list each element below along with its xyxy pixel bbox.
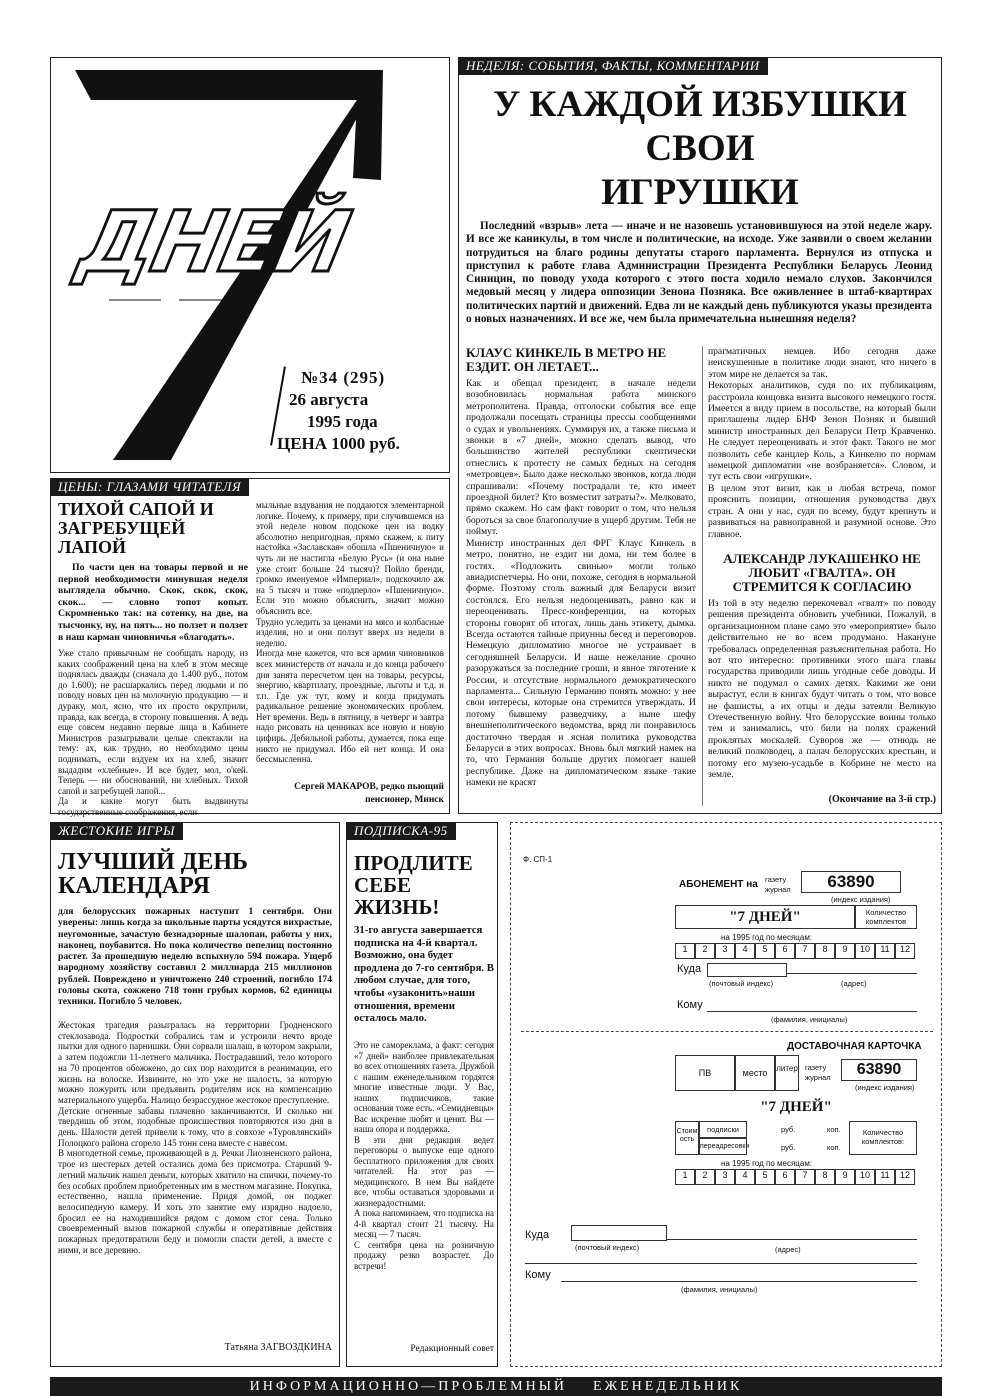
prices-intro-text: По части цен на товары первой и не первой необходимости минувшая неделя выглядела обычно. Скок, скок, скок, скок... — словно топот копыт. Скромненько так: на сотенку, на две, на тысчонку, ну, на пять... но ползет и ползет в наш карман чиновничья «благодать». <box>58 562 248 643</box>
lead-col-divider <box>702 346 703 806</box>
prices-signature-1: Сергей МАКАРОВ, редко пьющий <box>294 782 444 792</box>
month-5[interactable]: 5 <box>755 943 775 959</box>
delivery-months <box>675 1169 915 1185</box>
logo-word: ДНЕЙ <box>70 193 357 291</box>
delivery-index-box[interactable]: 63890 <box>841 1059 917 1081</box>
form-cut-line <box>521 1031 933 1032</box>
fire-intro <box>58 906 332 1018</box>
subscribe-rubric: ПОДПИСКА-95 <box>346 822 456 840</box>
month-5[interactable]: 5 <box>755 1169 775 1185</box>
delivery-index-label: (индекс издания) <box>855 1083 915 1092</box>
subscribe-intro <box>354 924 494 1038</box>
month-10[interactable]: 10 <box>855 943 875 959</box>
month-12[interactable]: 12 <box>895 1169 915 1185</box>
delivery-zhurnal: журнал <box>805 1073 831 1082</box>
delivery-rub-1[interactable]: руб. <box>781 1125 796 1134</box>
month-7[interactable]: 7 <box>795 943 815 959</box>
footer-strip-text: ИНФОРМАЦИОННО—ПРОБЛЕМНЫЙ ЕЖЕНЕДЕЛЬНИК <box>249 1379 743 1394</box>
delivery-kolvo[interactable]: Количество комплектов: <box>849 1121 917 1155</box>
abonement-qty-box[interactable]: Количество комплектов <box>855 905 917 929</box>
abonement-zhurnal: журнал <box>765 885 791 894</box>
abonement-kuda-index[interactable] <box>707 963 787 977</box>
month-8[interactable]: 8 <box>815 1169 835 1185</box>
subscribe-title: ПРОДЛИТЕ СЕБЕ ЖИЗНЬ! <box>354 851 473 919</box>
abonement-index-label: (индекс издания) <box>831 895 891 904</box>
delivery-liter: литер <box>775 1055 799 1091</box>
prices-col-1: Уже стало привычным не сообщать народу, из каких соображений цена на хлеб в этом месяце поднялась дважды (сначала до 1.400 руб., потом до 1.600); не расшаркались перед людьми и по поводу новых цен на молочную продукцию — и дураку, мол, ясно, что их просто окруприли, правда, как всегда, в сторону повышения. А ведь еще совсем недавно первые лица в Кабинете Министров разыгрывали целые спектакли на тему: ах, как трудно, но необходимо цены поднимать, если вздуем их на хлеб, значит выдадим «хлебные». И все будет, мол, о'кей. Теперь — ни обоснований, ни хлебных. Тихой сапой и загребущей лапой... Да и какие могут быть выдвинуты государственные соображения, если <box>58 648 248 817</box>
abonement-label: АБОНЕМЕНТ на <box>679 879 758 890</box>
abonement-gazetu: газету <box>765 875 787 884</box>
delivery-pereadresovki: переадресовки <box>699 1138 747 1155</box>
abonement-komu-sub: (фамилия, инициалы) <box>771 1015 848 1024</box>
lead-title-2: СВОИ <box>645 128 755 169</box>
lead-title-3: ИГРУШКИ <box>601 172 799 213</box>
form-code: Ф. СП-1 <box>523 855 553 864</box>
month-11[interactable]: 11 <box>875 943 895 959</box>
delivery-komu: Кому <box>525 1269 551 1281</box>
issue-price: ЦЕНА 1000 руб. <box>277 434 400 453</box>
subscription-form <box>510 822 942 1367</box>
month-8[interactable]: 8 <box>815 943 835 959</box>
delivery-label: ДОСТАВОЧНАЯ КАРТОЧКА <box>787 1041 922 1052</box>
month-9[interactable]: 9 <box>835 1169 855 1185</box>
lead-continued: (Окончание на 3-й стр.) <box>828 794 936 805</box>
lead-col-2b: Из той в эту неделю перекочевал «гвалт» по поводу решения президента обновить учебники. Пожалуй, в организационном плане само это «мероприятие» было действительно не во всем продумано. Накануне требовалась определенная разъяснительная работа. Но вот что интересно: противники этого шага главы государства приводили лишь угодные себе доводы. И никто не подумал о самих детях. Какими же они вырастут, если в книгах будут читать о том, что вовсе не фашисты, а их отцы и деды затеяли Великую Отечественную войну. Что белорусские воины только тем и занимались, что били на полях сражений проклятых москалей. Суворов же — отнюдь не великий полководец, а палач белорусских крестьян, и потому его музею-усадьбе в Кобрине не место на земле. <box>708 598 936 781</box>
prices-signature-2: пенсионер, Минск <box>365 795 444 805</box>
delivery-mesto: место <box>735 1055 775 1091</box>
month-3[interactable]: 3 <box>715 943 735 959</box>
month-3[interactable]: 3 <box>715 1169 735 1185</box>
month-7[interactable]: 7 <box>795 1169 815 1185</box>
abonement-kuda-sub: (почтовый индекс) <box>709 979 774 988</box>
month-12[interactable]: 12 <box>895 943 915 959</box>
delivery-kuda-line[interactable] <box>667 1239 917 1240</box>
delivery-komu-sub: (фамилия, инициалы) <box>681 1285 758 1294</box>
delivery-gazetu: газету <box>805 1063 827 1072</box>
month-1[interactable]: 1 <box>675 1169 695 1185</box>
lead-sub-1: КЛАУС КИНКЕЛЬ В МЕТРО НЕ ЕЗДИТ. ОН ЛЕТАЕТ... <box>466 345 667 374</box>
prices-col-2: мыльные вздувания не поддаются элементарной логике. Почему, к примеру, при случившемся на этой неделе новом подскоке цен на водку абсолютно непригодная, прямо скажем, к питу настойка «Заславская» обошла «Пшеничную» и чуть ли не настигла «Белую Русь» (и она ныне уже стоит больше 24 тысяч)? Пойло бренди, громко именуемое «Империал», подскочило аж на 5 тысяч и тоже «подперло» «Пшеничную». Если это можно объяснить, значит можно объяснить все. Трудно уследить за ценами на мясо и колбасные изделия, но и они ползут вверх из недели в неделю. Иногда мне кажется, что вся армия чиновников всех министерств от начала и до конца рабочего дня занята пересчетом цен на товары, ресурсы, энергию, квартплату, проездные, льготы и т.д. и т.п. Где уж тут, кому и когда придумать радикальное решение экономических проблем. Нет времени. Ведь в пятницу, в четверг и завтра надо рисовать на ценниках все новую и новую цифирь. Дебильной работы, думается, пока еще никто не придумал. Ибо ей нет конца. И она бессмысленна. <box>256 500 444 765</box>
delivery-komu-line[interactable] <box>561 1281 917 1282</box>
delivery-address-line[interactable] <box>525 1263 917 1264</box>
prices-rubric: ЦЕНЫ: ГЛАЗАМИ ЧИТАТЕЛЯ <box>50 478 249 496</box>
fire-rubric: ЖЕСТОКИЕ ИГРЫ <box>50 822 183 840</box>
subscribe-intro-text: 31-го августа завершается подписка на 4-й квартал. Возможно, она будет продлена до 7-го сентября. В любом случае, для того, чтобы «узаконить»наши отношения, времени осталось мало. <box>354 924 495 1025</box>
delivery-rub-2[interactable]: руб. <box>781 1143 796 1152</box>
abonement-title-box: "7 ДНЕЙ" <box>675 905 855 929</box>
lead-title-1: У КАЖДОЙ ИЗБУШКИ <box>493 84 907 125</box>
month-6[interactable]: 6 <box>775 943 795 959</box>
lead-sub-2: АЛЕКСАНДР ЛУКАШЕНКО НЕ ЛЮБИТ «ГВАЛТА». ОН СТРЕМИТСЯ К СОГЛАСИЮ <box>723 551 921 594</box>
lead-col-2: прагматичных немцев. Ибо сегодня даже неискушенные в политике люди знают, что ничего в этом мире не делается за так. Некоторых аналитиков, судя по их публикациям, расстроила концовка визита высокого немецкого гостя. Имеется в виду прием в посольстве, на который были приглашены лидер БНФ Зенон Позняк и бывший министр иностранных дел Беларуси Петр Кравченко. Не следует переоценивать и этот факт. Такого не мог позволить себе канцлер Коль, а Кинкелю по нормам немецкой дипломатии «не возбраняется». Словом, и тут есть свои «игрушки». В целом этот визит, как и любая встреча, помог прояснить позиции, отношения руководства двух стран. А они у нас, судя по всему, будут крепнуть и развиваться на равноправной и разумной основе. Это главное. <box>708 346 936 540</box>
month-2[interactable]: 2 <box>695 1169 715 1185</box>
month-11[interactable]: 11 <box>875 1169 895 1185</box>
delivery-kuda-sub: (почтовый индекс) <box>575 1243 640 1252</box>
abonement-address: (адрес) <box>841 979 867 988</box>
prices-intro <box>58 562 248 646</box>
delivery-title: "7 ДНЕЙ" <box>760 1099 832 1115</box>
issue-year: 1995 года <box>307 412 378 431</box>
lead-intro <box>466 220 932 340</box>
delivery-address: (адрес) <box>775 1245 801 1254</box>
issue-number: №34 (295) <box>301 368 386 387</box>
fire-title: ЛУЧШИЙ ДЕНЬ КАЛЕНДАРЯ <box>58 849 248 899</box>
month-10[interactable]: 10 <box>855 1169 875 1185</box>
prices-title: ТИХОЙ САПОЙ И ЗАГРЕБУЩЕЙ ЛАПОЙ <box>58 499 214 557</box>
abonement-year-line: на 1995 год по месяцам: <box>721 933 813 942</box>
month-4[interactable]: 4 <box>735 943 755 959</box>
abonement-index-box[interactable]: 63890 <box>801 871 901 893</box>
subscribe-signature: Редакционный совет <box>410 1344 494 1354</box>
delivery-podpiski: подписки <box>699 1121 747 1138</box>
delivery-kop-2[interactable]: коп. <box>827 1143 841 1152</box>
abonement-kuda: Куда <box>677 963 702 975</box>
subscribe-body: Это не самореклама, а факт: сегодня «7 дней» наиболее привлекательная во всех отношениях газета. Дружбой с нашим еженедельником гордятся многие известные люди. У Вас, наших подписчиков, такие основания тоже есть. «Семидневцы» Вас искренне любят и ценят. Вы — наша опора и поддержка. В эти дни редакция ведет переговоры о выпуске еще одного бесплатного приложения для своих читателей. На этот раз — медицинского. В нем Вы найдете все, чтобы оставаться здоровыми и жизнерадостными. А пока напоминаем, что подписка на 4-й квартал стоит 21 тысячу. На месяц — 7 тысяч. С сентября цена на розничную продажу резко возрастет. До встречи! <box>354 1040 494 1271</box>
fire-body: Жестокая трагедия разыгралась на территории Гродненского стеклозавода. Подростки собрались там и устроили нечто вроде пытки для одного парнишки. Они сорвали шалаш, в котором закрыли, а затем подожгли 11-летнего мальчика. Пострадавший, тело которого на 70 процентов обожжено, до сих пор находится в реанимации, его жизнь на волоске. Извините, но это уже не шалость, за которую можно пожурить или предъявить родителям иск на компенсацию материального ущерба. Налицо безрассудное жестокое преступление. Детские огненные забавы плачевно заканчиваются. И сколько ни твердишь об этом, подобные происшествия повторяются изо дня в день. Шалости детей привели к тому, что в совхозе «Туровлянский» Полоцкого района сгорело 145 тонн сена вместе с навесом. В многодетной семье, проживающей в д. Речки Лиозненского района, трое из шестерых детей остались дома без присмотра. Старший 9-летний мальчик нашел деньги, которых хватило на спички, почему-то без особых проблем приобретенных им в местном магазине. Покупка, естественно, нашла применение. Придя домой, он поджег велосипедную камеру. И хоть это занятие ему изрядно надоело, бросил ее на находившийся рядом с домом стог сена. Только своевременный вызов пожарной службы и оперативные действия пожарных предотвратили беду и помогли спасти детей, а вместе с ними, и все деревню. <box>58 1020 332 1255</box>
lead-rubric: НЕДЕЛЯ: СОБЫТИЯ, ФАКТЫ, КОММЕНТАРИИ <box>458 57 768 75</box>
delivery-stoimost: Стоимость <box>675 1121 699 1155</box>
fire-signature: Татьяна ЗАГВОЗДКИНА <box>224 1342 332 1353</box>
delivery-pv: ПВ <box>675 1055 735 1091</box>
month-1[interactable]: 1 <box>675 943 695 959</box>
delivery-kop-1[interactable]: коп. <box>827 1125 841 1134</box>
masthead-box <box>50 57 450 473</box>
issue-date: 26 августа <box>289 390 369 409</box>
abonement-komu-line[interactable] <box>707 1011 917 1012</box>
abonement-komu: Кому <box>677 999 703 1011</box>
delivery-kuda-index[interactable] <box>571 1225 667 1241</box>
abonement-kuda-line[interactable] <box>787 973 917 974</box>
month-4[interactable]: 4 <box>735 1169 755 1185</box>
month-6[interactable]: 6 <box>775 1169 795 1185</box>
lead-intro-text: Последний «взрыв» лета — иначе и не назовешь установившуюся на этой неделе жару. И все же каникулы, в том числе и политические, на исходе. Уже заявили о своем желании потрудиться на благо родины депутаты старого парламента. Вернулся из отпуска и приступил к работе глава Администрации Президента Республики Беларусь Леонид Синицин, по поводу ухода которого с этого поста ходило немало слухов. Закончился медовый месяц у лидера оппозиции Зенона Позняка. Все оживленнее в штаб-квартирах политических партий и движений. Едва ли не каждый день публикуются указы президента о новых назначениях. И все же, чем была примечательна нынешняя неделя? <box>466 220 932 326</box>
abonement-months <box>675 943 915 959</box>
fire-intro-text: для белорусских пожарных наступит 1 сентября. Они уверены: лишь когда за школьные парты усядутся вихрастые, неугомонные, зачастую безнадзорные шалопаи, работы у них, наконец, поубавится. Но пока количество пепелищ постоянно растет. За прошедшую неделю вспыхнуло 594 пожара. Ущерб народному хозяйству составил 2 миллиарда 215 миллионов рублей. Повреждено и уничтожено 240 строений, погибло 174 головы скота, сожжено 718 тонн грубых кормов, 62 единицы техники. Погибло 5 человек. <box>58 906 332 1008</box>
month-2[interactable]: 2 <box>695 943 715 959</box>
month-9[interactable]: 9 <box>835 943 855 959</box>
lead-col-1: Как и обещал президент, в начале недели возобновилась нормальная работа минского метрополитена. Правда, отголоски события все еще продолжали посещать страницы прессы сообщениями о судах и увольнениях. Суммируя их, а также письма и звонки в «7 дней», можно сделать вывод, что большинство жителей республики скептически отнеслись к протесту не самых бедных на сегодня «метровцев». Было даже несколько звонков, когда люди спрашивали: «Почему пострадали те, кто имеет проездной билет? Кто возместит затраты?». Мелковато, прямо скажем. Но сам факт говорит о том, что нельзя бороться за свое благополучие в ущерб другим. Тебя не поймут. Министр иностранных дел ФРГ Клаус Кинкель в метро, понятно, не ездит ни дома, ни тем более в гостях. «Подложить свинью» могли только авиадиспетчеры. Но они, похоже, сегодня в нормальной форме. Поэтому столь важный для Беларуси визит состоялся. Его нельзя недооценивать, равно как и переоценивать. Пресс-конференции, на которых стороны говорят об итогах, лишь дань этикету, дымка. Всегда остаются тайные приунны бесед и переговоров. Немецкую дипломатию многое не устраивает в сегодняшней Беларуси. И наше нежелание срочно разоружаться за последние гроши, и явное тяготение к России, и отсутствие нормального демократического парламента... Сильную Германию понять можно: у нее свои интересы, которые она стремится утверждать. И потому бывшему разведчику, а ныне шефу внешнеполитического ведомства, вряд ли понравилось достаточно твердая и ясная политика руководства Беларуси в этих вопросах. Вновь был мягкий намек на то, что Германия больше других помогает нашей республике. Даже на дипломатическом языке такие намеки не красят <box>466 378 696 789</box>
delivery-year-line: на 1995 год по месяцам: <box>721 1159 813 1168</box>
logo-seven-top <box>75 70 383 180</box>
delivery-kuda: Куда <box>525 1229 550 1241</box>
